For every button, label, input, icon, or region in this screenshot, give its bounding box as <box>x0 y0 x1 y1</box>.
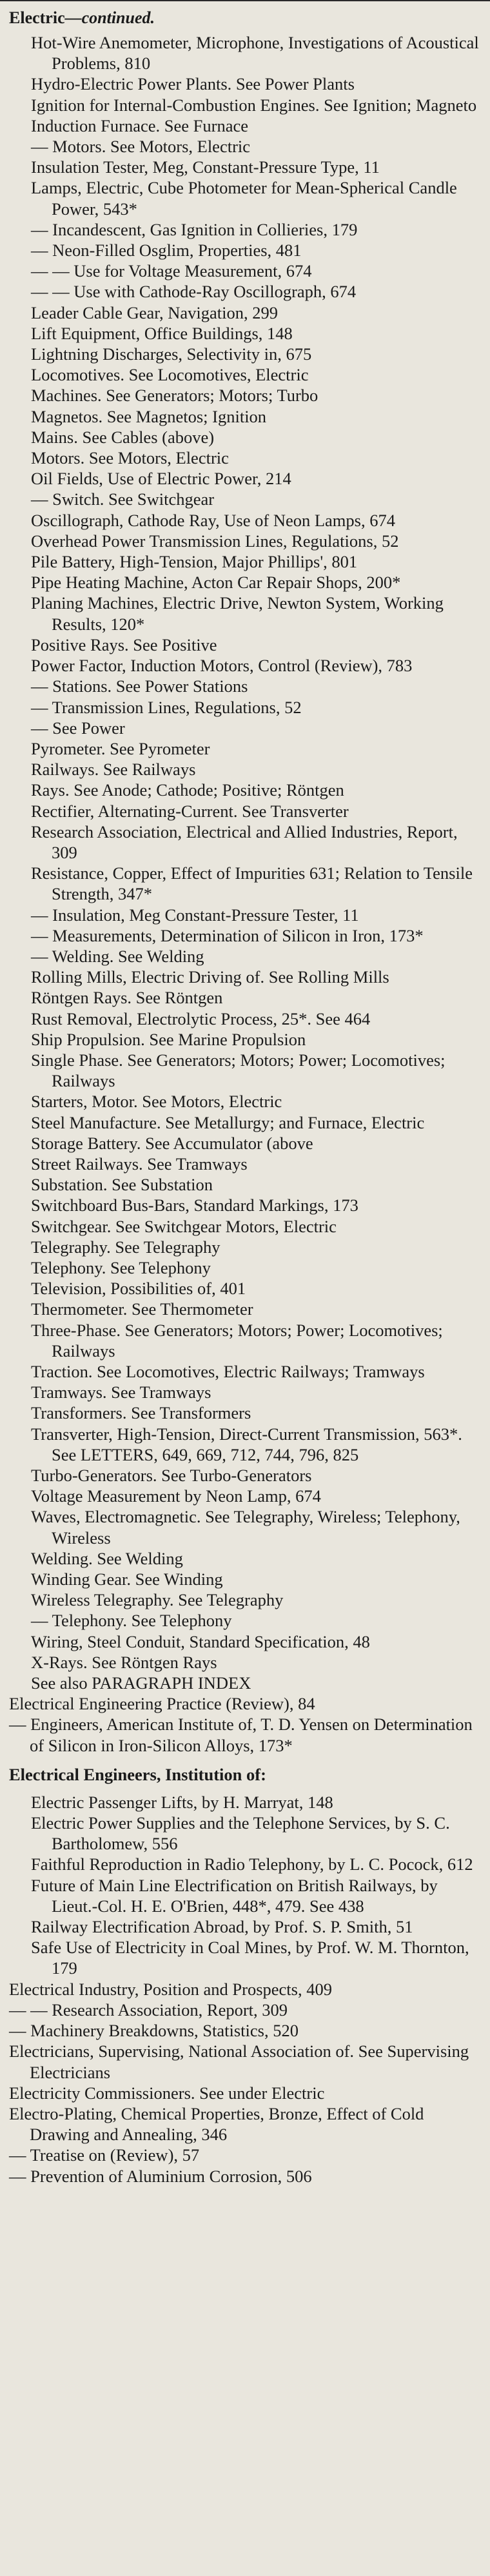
index-entry: Safe Use of Electricity in Coal Mines, by Prof. W. M. Thornton, 179 <box>31 1938 469 1978</box>
index-entry: Electrical Engineering Practice (Review), 84 <box>9 1694 315 1714</box>
index-entry: — — Use with Cathode-Ray Oscillograph, 674 <box>31 282 357 302</box>
index-entry: Wiring, Steel Conduit, Standard Specification, 48 <box>31 1631 370 1651</box>
index-entry: Traction. See Locomotives, Electric Railways; Tramways <box>31 1362 425 1381</box>
index-entry: Overhead Power Transmission Lines, Regulations, 52 <box>31 531 399 551</box>
index-entry: — Measurements, Determination of Silicon in Iron, 173* <box>31 925 424 945</box>
index-entry: Tramways. See Tramways <box>31 1382 211 1402</box>
index-entry: Positive Rays. See Positive <box>31 634 217 654</box>
index-entry: Transverter, High-Tension, Direct-Current Transmission, 563*. See LETTERS, 649, 669, 712, 744, 796, 825 <box>31 1424 462 1464</box>
index-entry: Electricians, Supervising, National Association of. See Supervising Electricians <box>9 2041 469 2082</box>
index-entry: Switchgear. See Switchgear Motors, Electric <box>31 1216 337 1236</box>
index-entry: Welding. See Welding <box>31 1548 183 1568</box>
index-entry: — — Use for Voltage Measurement, 674 <box>31 261 312 281</box>
index-entry: — Engineers, American Institute of, T. D. Yensen on Determination of Silicon in Iron-Silicon Alloys, 173* <box>9 1715 473 1755</box>
index-entry: Lightning Discharges, Selectivity in, 675 <box>31 344 312 364</box>
institution-entries <box>9 1792 481 1979</box>
tail-entries <box>9 1979 481 2187</box>
index-entry: Television, Possibilities of, 401 <box>31 1279 246 1299</box>
index-entry: Street Railways. See Tramways <box>31 1154 248 1174</box>
index-entry: Motors. See Motors, Electric <box>31 448 229 468</box>
index-entry: Electro-Plating, Chemical Properties, Bronze, Effect of Cold Drawing and Annealing, 346 <box>9 2103 424 2145</box>
index-entry: — Incandescent, Gas Ignition in Collieries, 179 <box>31 219 358 239</box>
index-entry: Hydro-Electric Power Plants. See Power Plants <box>31 74 355 94</box>
index-entry: Future of Main Line Electrification on British Railways, by Lieut.-Col. H. E. O'Brien, 448*, 479. See 438 <box>31 1875 438 1916</box>
index-entry: Rectifier, Alternating-Current. See Transverter <box>31 801 349 821</box>
index-entry: Resistance, Copper, Effect of Impurities 631; Relation to Tensile Strength, 347* <box>31 863 473 904</box>
index-entry: Steel Manufacture. See Metallurgy; and Furnace, Electric <box>31 1112 425 1132</box>
index-entry: X-Rays. See Röntgen Rays <box>31 1652 217 1672</box>
index-entry: Transformers. See Transformers <box>31 1403 251 1423</box>
index-entry: Winding Gear. See Winding <box>31 1569 223 1589</box>
index-entry: Mains. See Cables (above) <box>31 427 215 447</box>
index-entry: — Telephony. See Telephony <box>31 1611 232 1631</box>
index-entry: — Switch. See Switchgear <box>31 489 215 509</box>
index-entry: Locomotives. See Locomotives, Electric <box>31 365 309 385</box>
index-entry: — See Power <box>31 718 125 738</box>
index-entry: Rust Removal, Electrolytic Process, 25*. See 464 <box>31 1008 371 1028</box>
index-entry: Research Association, Electrical and Allied Industries, Report, 309 <box>31 821 458 862</box>
index-entry: Starters, Motor. See Motors, Electric <box>31 1092 282 1112</box>
index-entry: Magnetos. See Magnetos; Ignition <box>31 406 267 426</box>
electric-entries <box>9 32 481 1693</box>
index-entry: Oscillograph, Cathode Ray, Use of Neon Lamps, 674 <box>31 510 395 530</box>
continued-label: —continued. <box>64 8 155 27</box>
index-entry: — Transmission Lines, Regulations, 52 <box>31 697 302 717</box>
index-entry: Rays. See Anode; Cathode; Positive; Röntgen <box>31 780 344 800</box>
index-entry: Storage Battery. See Accumulator (above <box>31 1133 313 1153</box>
index-entry: — Insulation, Meg Constant-Pressure Tester, 11 <box>31 905 359 925</box>
index-entry: Leader Cable Gear, Navigation, 299 <box>31 302 279 322</box>
index-entry: Electric Passenger Lifts, by H. Marryat, 148 <box>31 1792 333 1812</box>
index-entry: — Prevention of Aluminium Corrosion, 506 <box>9 2166 312 2186</box>
index-entry: Electricity Commissioners. See under Electric <box>9 2083 325 2103</box>
index-entry: Turbo-Generators. See Turbo-Generators <box>31 1466 312 1486</box>
index-entry: — Stations. See Power Stations <box>31 676 248 696</box>
index-entry: Single Phase. See Generators; Motors; Power; Locomotives; Railways <box>31 1050 446 1091</box>
index-entry: See also PARAGRAPH INDEX <box>31 1673 251 1693</box>
index-entry: Pyrometer. See Pyrometer <box>31 738 210 758</box>
section-header <box>9 4 481 32</box>
index-entry: Wireless Telegraphy. See Telegraphy <box>31 1590 284 1610</box>
index-entry: Thermometer. See Thermometer <box>31 1299 253 1319</box>
index-entry: Power Factor, Induction Motors, Control (Review), 783 <box>31 656 413 676</box>
index-entry: Railway Electrification Abroad, by Prof. S. P. Smith, 51 <box>31 1917 413 1937</box>
index-entry: Electric Power Supplies and the Telephone Services, by S. C. Bartholomew, 556 <box>31 1813 450 1854</box>
index-entry: — — Research Association, Report, 309 <box>9 2000 288 2020</box>
index-entry: Railways. See Railways <box>31 760 196 780</box>
index-entry: Pipe Heating Machine, Acton Car Repair Shops, 200* <box>31 573 401 593</box>
index-entry: Substation. See Substation <box>31 1175 213 1195</box>
index-entry: Voltage Measurement by Neon Lamp, 674 <box>31 1486 321 1506</box>
index-entry: Waves, Electromagnetic. See Telegraphy, Wireless; Telephony, Wireless <box>31 1507 460 1548</box>
index-entry: — Machinery Breakdowns, Statistics, 520 <box>9 2021 299 2041</box>
index-entry: Lamps, Electric, Cube Photometer for Mean-Spherical Candle Power, 543* <box>31 178 457 219</box>
index-entry: Oil Fields, Use of Electric Power, 214 <box>31 469 291 489</box>
index-entry: Rolling Mills, Electric Driving of. See Rolling Mills <box>31 967 389 987</box>
index-entry: Machines. See Generators; Motors; Turbo <box>31 386 318 406</box>
index-entry: — Neon-Filled Osglim, Properties, 481 <box>31 241 302 261</box>
engineering-entries <box>9 1693 481 1756</box>
top-rule <box>0 0 490 1</box>
index-entry: Electrical Industry, Position and Prospects, 409 <box>9 1979 332 1999</box>
section-title: Electric <box>9 8 65 27</box>
index-entry: Ship Propulsion. See Marine Propulsion <box>31 1029 306 1049</box>
index-entry: Insulation Tester, Meg, Constant-Pressure Type, 11 <box>31 157 380 177</box>
index-entry: Induction Furnace. See Furnace <box>31 115 249 135</box>
index-entry: Faithful Reproduction in Radio Telephony, by L. C. Pocock, 612 <box>31 1854 473 1874</box>
index-entry: Switchboard Bus-Bars, Standard Markings, 173 <box>31 1195 358 1215</box>
institution-heading: Electrical Engineers, Institution of: <box>9 1764 266 1784</box>
index-entry: Lift Equipment, Office Buildings, 148 <box>31 323 293 343</box>
index-entry: Telephony. See Telephony <box>31 1257 211 1277</box>
index-entry: Hot-Wire Anemometer, Microphone, Investigations of Acoustical Problems, 810 <box>31 33 479 74</box>
index-entry: Röntgen Rays. See Röntgen <box>31 988 223 1008</box>
index-entry: Three-Phase. See Generators; Motors; Power; Locomotives; Railways <box>31 1320 443 1361</box>
index-entry: — Welding. See Welding <box>31 946 204 966</box>
index-entry: Planing Machines, Electric Drive, Newton System, Working Results, 120* <box>31 593 444 634</box>
index-entry: — Treatise on (Review), 57 <box>9 2145 200 2165</box>
index-entry: — Motors. See Motors, Electric <box>31 137 251 157</box>
index-entry: Ignition for Internal-Combustion Engines. See Ignition; Magneto <box>31 95 477 115</box>
index-entry: Telegraphy. See Telegraphy <box>31 1237 220 1257</box>
index-entry: Pile Battery, High-Tension, Major Phillips', 801 <box>31 552 358 572</box>
